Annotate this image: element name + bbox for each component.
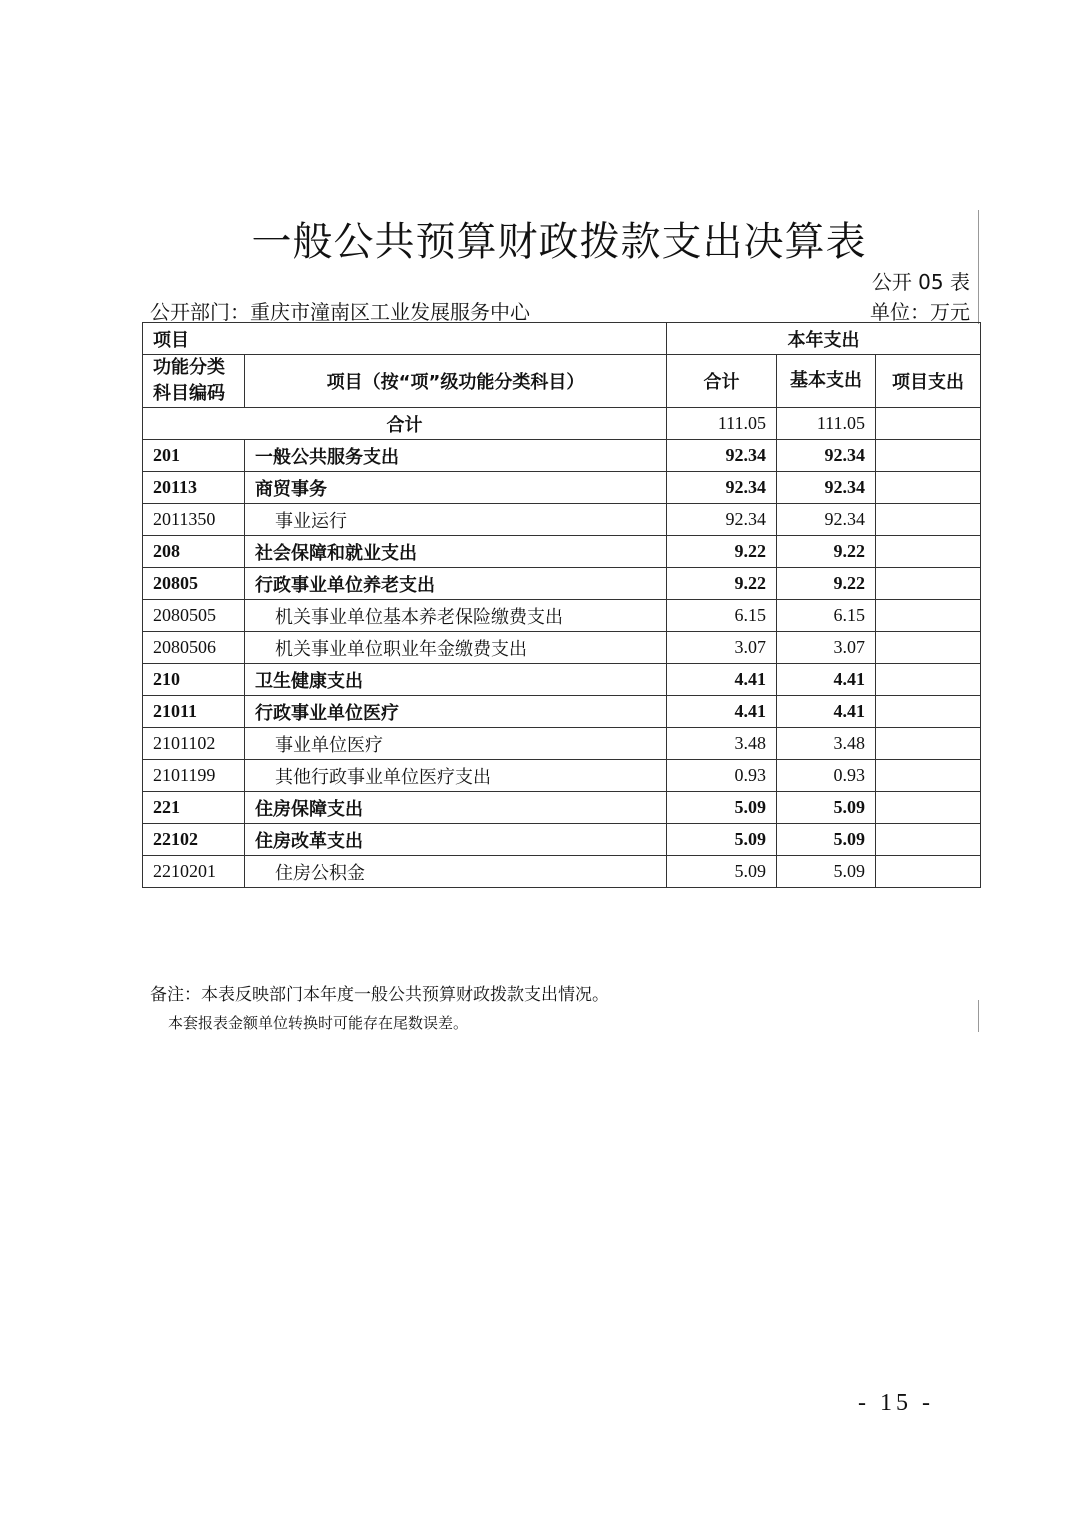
row-project <box>876 728 981 760</box>
header-row-2 <box>143 355 981 408</box>
row-name: 住房公积金 <box>245 856 667 888</box>
row-name: 商贸事务 <box>245 472 667 504</box>
expenditure-table <box>142 322 981 888</box>
row-total: 92.34 <box>667 440 777 472</box>
row-basic: 4.41 <box>777 664 876 696</box>
page-number: - 15 - <box>858 1390 934 1416</box>
row-project <box>876 792 981 824</box>
table-row <box>143 504 981 536</box>
row-project <box>876 760 981 792</box>
right-margin-line-top <box>978 210 979 324</box>
row-basic: 0.93 <box>777 760 876 792</box>
row-name: 住房改革支出 <box>245 824 667 856</box>
row-code: 2210201 <box>143 856 245 888</box>
header-this-year: 本年支出 <box>667 323 981 355</box>
table-row <box>143 632 981 664</box>
row-total: 6.15 <box>667 600 777 632</box>
row-project <box>876 472 981 504</box>
row-project <box>876 632 981 664</box>
row-name: 卫生健康支出 <box>245 664 667 696</box>
header-row-1 <box>143 323 981 355</box>
row-name: 事业运行 <box>245 504 667 536</box>
row-total: 4.41 <box>667 664 777 696</box>
row-basic: 5.09 <box>777 856 876 888</box>
row-code: 20113 <box>143 472 245 504</box>
table-row <box>143 792 981 824</box>
header-project: 项目 <box>143 323 667 355</box>
row-project <box>876 504 981 536</box>
unit-label: 单位：万元 <box>870 300 970 324</box>
form-number: 公开 05 表 <box>871 270 970 294</box>
row-basic: 9.22 <box>777 536 876 568</box>
row-total: 9.22 <box>667 568 777 600</box>
page-title: 一般公共预算财政拨款支出决算表 <box>251 219 867 265</box>
table-row <box>143 824 981 856</box>
total-label: 合计 <box>143 408 667 440</box>
row-name: 行政事业单位医疗 <box>245 696 667 728</box>
row-name: 其他行政事业单位医疗支出 <box>245 760 667 792</box>
row-total: 4.41 <box>667 696 777 728</box>
row-basic: 5.09 <box>777 824 876 856</box>
table-row <box>143 600 981 632</box>
table-row <box>143 536 981 568</box>
row-total: 0.93 <box>667 760 777 792</box>
row-code: 2101199 <box>143 760 245 792</box>
row-code: 208 <box>143 536 245 568</box>
row-basic: 4.41 <box>777 696 876 728</box>
note-1: 备注：本表反映部门本年度一般公共预算财政拨款支出情况。 <box>150 985 609 1005</box>
row-name: 机关事业单位基本养老保险缴费支出 <box>245 600 667 632</box>
row-basic: 3.07 <box>777 632 876 664</box>
row-basic: 92.34 <box>777 472 876 504</box>
total-project <box>876 408 981 440</box>
row-code: 2011350 <box>143 504 245 536</box>
header-total: 合计 <box>667 355 777 408</box>
table-row <box>143 472 981 504</box>
table-row <box>143 728 981 760</box>
row-basic: 6.15 <box>777 600 876 632</box>
row-total: 5.09 <box>667 824 777 856</box>
row-code: 20805 <box>143 568 245 600</box>
row-project <box>876 856 981 888</box>
row-code: 21011 <box>143 696 245 728</box>
total-basic: 111.05 <box>777 408 876 440</box>
row-basic: 5.09 <box>777 792 876 824</box>
table-row <box>143 664 981 696</box>
row-total: 3.07 <box>667 632 777 664</box>
row-total: 92.34 <box>667 504 777 536</box>
row-project <box>876 536 981 568</box>
row-total: 3.48 <box>667 728 777 760</box>
department-label: 公开部门：重庆市潼南区工业发展服务中心 <box>150 300 530 324</box>
total-row <box>143 408 981 440</box>
row-project <box>876 600 981 632</box>
row-name: 事业单位医疗 <box>245 728 667 760</box>
row-total: 9.22 <box>667 536 777 568</box>
table-row <box>143 696 981 728</box>
row-total: 5.09 <box>667 792 777 824</box>
row-project <box>876 568 981 600</box>
row-basic: 3.48 <box>777 728 876 760</box>
header-code: 功能分类科目编码 <box>143 355 245 408</box>
row-basic: 9.22 <box>777 568 876 600</box>
row-name: 机关事业单位职业年金缴费支出 <box>245 632 667 664</box>
table-row <box>143 856 981 888</box>
row-code: 2080506 <box>143 632 245 664</box>
row-project <box>876 824 981 856</box>
row-basic: 92.34 <box>777 504 876 536</box>
total-total: 111.05 <box>667 408 777 440</box>
row-total: 92.34 <box>667 472 777 504</box>
row-total: 5.09 <box>667 856 777 888</box>
header-project-expense: 项目支出 <box>876 355 981 408</box>
row-code: 210 <box>143 664 245 696</box>
header-name: 项目（按“项”级功能分类科目） <box>245 355 667 408</box>
table-row <box>143 760 981 792</box>
header-basic: 基本支出 <box>777 355 876 408</box>
row-code: 2080505 <box>143 600 245 632</box>
right-margin-line-bottom <box>978 1000 979 1032</box>
row-name: 行政事业单位养老支出 <box>245 568 667 600</box>
row-name: 社会保障和就业支出 <box>245 536 667 568</box>
row-project <box>876 440 981 472</box>
row-basic: 92.34 <box>777 440 876 472</box>
row-code: 22102 <box>143 824 245 856</box>
table-row <box>143 568 981 600</box>
row-code: 221 <box>143 792 245 824</box>
row-project <box>876 664 981 696</box>
row-code: 2101102 <box>143 728 245 760</box>
table-row <box>143 440 981 472</box>
row-name: 一般公共服务支出 <box>245 440 667 472</box>
row-code: 201 <box>143 440 245 472</box>
row-project <box>876 696 981 728</box>
note-2: 本套报表金额单位转换时可能存在尾数误差。 <box>168 1014 469 1032</box>
row-name: 住房保障支出 <box>245 792 667 824</box>
